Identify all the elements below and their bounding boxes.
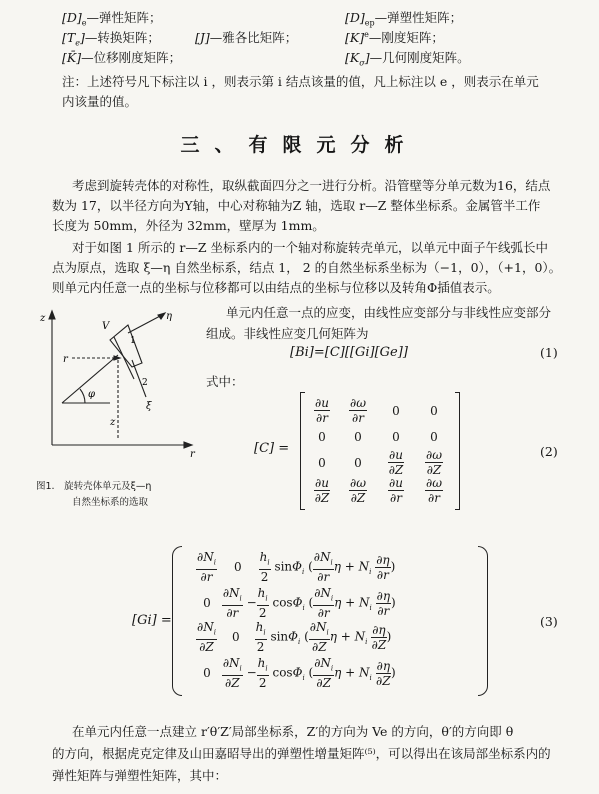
phi-arc [80, 389, 85, 403]
notation-K-bar: [K̄]—位移刚度矩阵； [62, 50, 182, 65]
figure-1-diagram [30, 305, 200, 475]
matrix-C-cell: $\frac{\partial u}{\partial Z}$ [388, 448, 404, 477]
note-line-1: 注：上述符号凡下标注以 i ，则表示第 i 结点该量的值，凡上标注以 e ，则表示在单元 [62, 74, 539, 89]
fig-label-z: z [40, 313, 46, 324]
equation-3-lhs: [Gi] = [132, 613, 172, 628]
fig-label-eta: η [166, 311, 172, 322]
shizhong-label: 式中： [206, 374, 244, 389]
fig-label-z2: z [110, 417, 116, 428]
equation-3-number: (3) [540, 614, 558, 629]
para1-line-3: 长度为 50mm，外径为 32mm，壁厚为 1mm。 [52, 218, 325, 233]
figure-caption-1: 图1. 旋转壳体单元及ξ—η [36, 481, 152, 492]
matrix-C-cell: 0 [354, 456, 362, 470]
matrix-G-row-4: 0 $\frac{\partial N_i}{\partial Z}$ − $\frac{h_i}{2}$ cosΦ$_i$ ( $\frac{\partial N_i}{\partial Z}$ $\eta + N_i$ $\frac{\partial\eta}{\partial Z}$ ) [203, 656, 396, 691]
matrix-C-cell: 0 [318, 430, 326, 444]
matrix-C-cell: $\frac{\partial u}{\partial r}$ [389, 476, 403, 505]
para2-line-1: 对于如图 1 所示的 r—Z 坐标系内的一个轴对称旋转壳单元，以单元中面子午线弧长中 [72, 240, 549, 255]
r-axis-arrow [184, 442, 192, 448]
matrix-C [300, 392, 460, 510]
matrix-G-row-1: $\frac{\partial N_i}{\partial r}$ 0 $\frac{h_i}{2}$ sinΦ$_i$ ( $\frac{\partial N_i}{\partial r}$ $\eta + N_i$ $\frac{\partial\eta}{\partial r}$ ) [197, 550, 396, 585]
para2-line-2: 点为原点，选取 ξ—η 自然坐标系，结点 1， 2 的自然坐标系坐标为（−1，0），（+1，0）。 [52, 260, 562, 275]
para2-line-3: 则单元内任意一点的坐标与位移都可以由结点的坐标与位移以及转角Φ插值表示。 [52, 280, 500, 295]
matrix-C-cell: 0 [392, 404, 400, 418]
notation-J: [J]—雅各比矩阵； [195, 30, 298, 45]
eta-axis [128, 315, 162, 333]
equation-2-lhs: [C] = [254, 441, 290, 456]
matrix-C-cell: 0 [430, 404, 438, 418]
para4-line-3: 弹性矩阵与弹塑性矩阵，其中： [52, 768, 228, 783]
matrix-G-left-paren [172, 546, 182, 696]
matrix-G-right-paren [478, 546, 488, 696]
notation-K-e: $[K]^e—$刚度矩阵； [345, 29, 444, 45]
notation-D-ep: $[D]_{ep}—$弹塑性矩阵； [345, 10, 463, 28]
matrix-C-cell: 0 [354, 430, 362, 444]
para1-line-1: 考虑到旋转壳体的对称性，取纵截面四分之一进行分析。沿管壁等分单元数为16，结点 [72, 178, 551, 193]
shell-element [110, 325, 142, 367]
fig-label-r-axis: r [190, 449, 195, 460]
matrix-G-row-2: 0 $\frac{\partial N_i}{\partial r}$ − $\frac{h_i}{2}$ cosΦ$_i$ ( $\frac{\partial N_i}{\partial r}$ $\eta + N_i$ $\frac{\partial\eta}{\partial r}$ ) [203, 586, 396, 621]
notation-T-e: $[T_e]—$转换矩阵； [62, 30, 160, 48]
para3-line-2: 组成。非线性应变几何矩阵为 [206, 326, 369, 341]
note-line-2: 内该量的值。 [62, 94, 138, 109]
para4-line-2: 的方向，根据虎克定律及山田嘉昭导出的弹塑性增量矩阵⁽⁵⁾，可以得出在该局部坐标系内的 [52, 746, 551, 761]
equation-1: [Bi]=[C][[Gi][Ge]] [290, 345, 408, 360]
matrix-C-cell: $\frac{\partial u}{\partial r}$ [315, 396, 329, 425]
para4-line-1: 在单元内任意一点建立 r′θ′Z′局部坐标系，Z′的方向为 Ve 的方向，θ′的方向即 θ [72, 724, 514, 739]
equation-1-number: (1) [540, 345, 558, 360]
fig-label-phi: φ [88, 389, 96, 400]
figure-caption-2: 自然坐标系的选取 [72, 497, 149, 508]
matrix-C-cell: 0 [392, 430, 400, 444]
equation-2-number: (2) [540, 444, 558, 459]
matrix-C-cell: $\frac{\partial\omega}{\partial Z}$ [350, 476, 366, 505]
para1-line-2: 数为 17，以半径方向为Y轴，中心对称轴为Z 轴，选取 r—Z 整体坐标系。金属管半工作 [52, 198, 541, 213]
matrix-C-cell: 0 [430, 430, 438, 444]
fig-label-xi: ξ [146, 401, 152, 412]
matrix-C-cell: $\frac{\partial\omega}{\partial r}$ [426, 476, 442, 505]
matrix-G-row-3: $\frac{\partial N_i}{\partial Z}$ 0 $\frac{h_i}{2}$ sinΦ$_i$ ( $\frac{\partial N_i}{\partial Z}$ $\eta + N_i$ $\frac{\partial\eta}{\partial Z}$ ) [197, 620, 392, 655]
notation-K-sigma: $[K_\sigma]—$几何刚度矩阵。 [345, 50, 470, 68]
section-title: 三、有限元分析 [180, 134, 419, 156]
fig-label-node-2: 2 [142, 378, 148, 388]
fig-label-v: V [102, 321, 110, 332]
z-axis-arrow [49, 311, 55, 319]
matrix-C-cell: 0 [318, 456, 326, 470]
matrix-C-cell: $\frac{\partial\omega}{\partial Z}$ [426, 448, 442, 477]
notation-D-e: $[D]_e—$弹性矩阵； [62, 10, 162, 28]
para3-line-1: 单元内任意一点的应变，由线性应变部分与非线性应变部分 [226, 305, 552, 320]
matrix-C-cell: $\frac{\partial u}{\partial Z}$ [314, 476, 330, 505]
matrix-C-cell: $\frac{\partial\omega}{\partial r}$ [350, 396, 366, 425]
fig-label-r: r [63, 354, 68, 365]
fig-label-node-1: 1 [130, 336, 136, 346]
